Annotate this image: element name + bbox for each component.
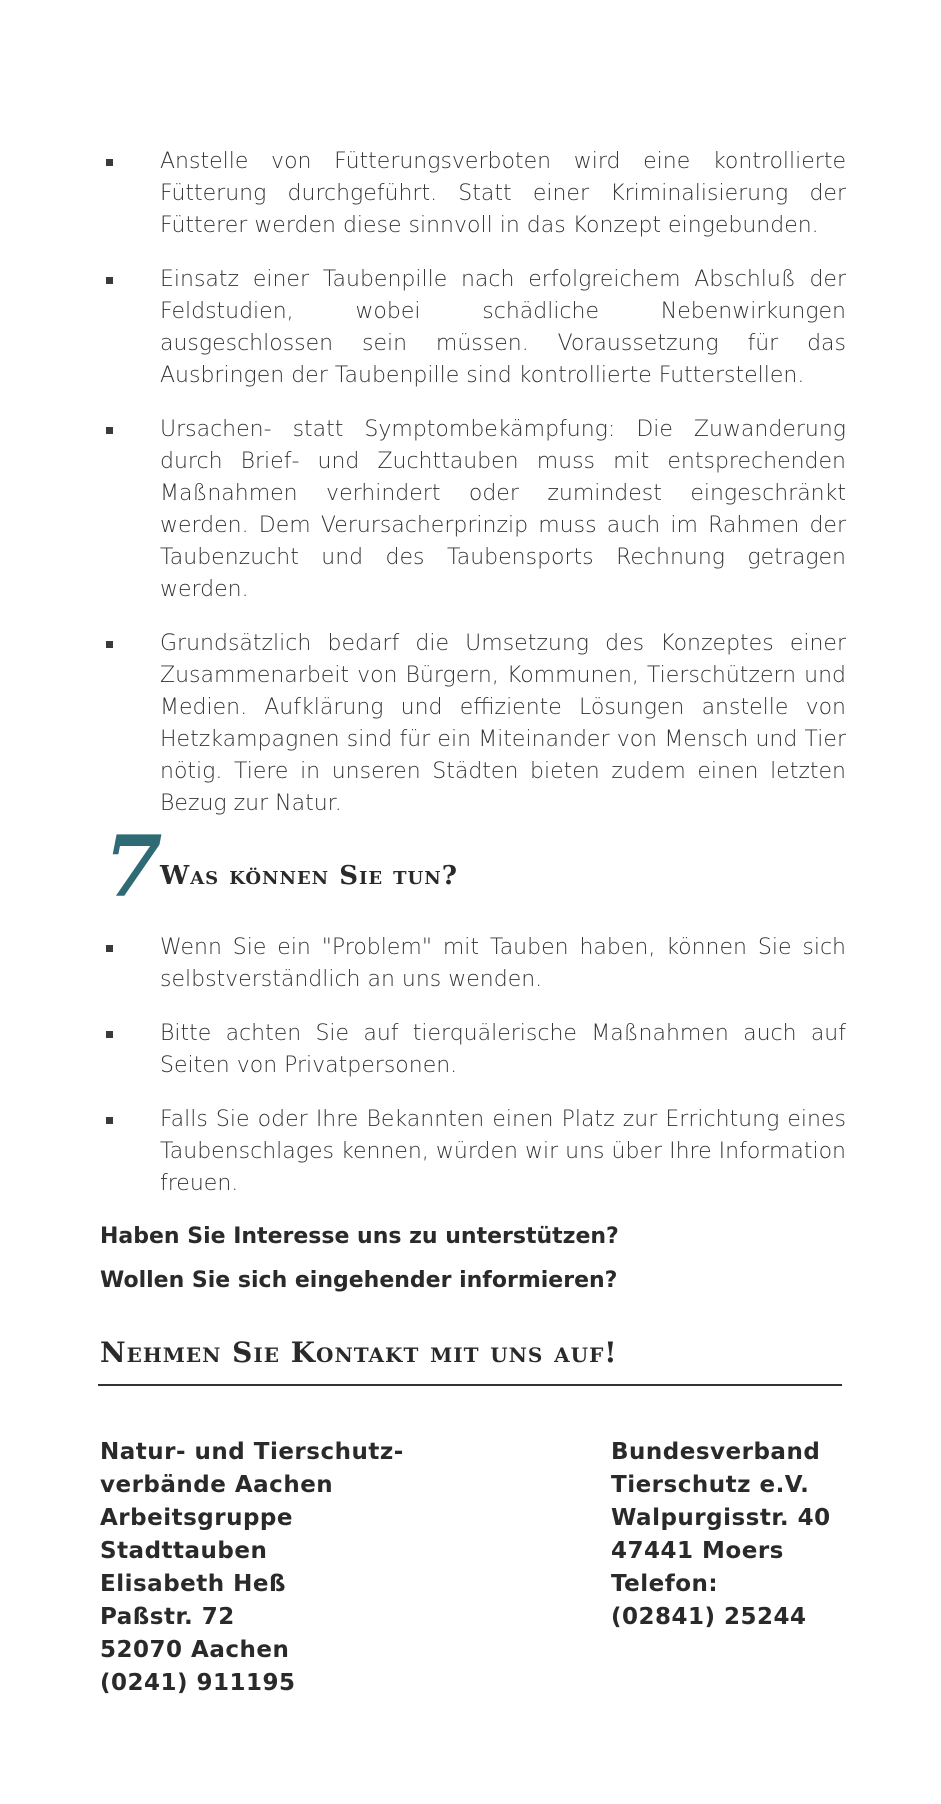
address-line: (0241) 911195	[100, 1670, 296, 1696]
list-item	[96, 932, 846, 996]
square-bullet-icon	[106, 159, 113, 166]
list-item-text: Wenn Sie ein "Problem" mit Tauben haben, können Sie sich selbstverständlich an uns wenden.	[160, 935, 846, 992]
square-bullet-icon	[106, 1031, 113, 1038]
list-item-text: Ursachen- statt Symptombekämpfung: Die Zuwanderung durch Brief- und Zuchttauben muss mit entsprechenden Maßnahmen verhindert oder zumindest eingeschränkt werden. Dem Verursacherprinzip muss auch im Rahmen der Taubenzucht und des Taubensports Rechnung getragen werden.	[160, 417, 846, 602]
address-line: Bundesverband	[611, 1439, 821, 1465]
contact-heading: Nehmen Sie Kontakt mit uns auf!	[100, 1336, 618, 1369]
bullet-list-measures	[96, 146, 846, 842]
section-number: 7	[104, 817, 163, 916]
address-line: Paßstr. 72	[100, 1604, 235, 1630]
square-bullet-icon	[106, 641, 113, 648]
address-line: Tierschutz e.V.	[611, 1472, 810, 1498]
square-bullet-icon	[106, 277, 113, 284]
square-bullet-icon	[106, 945, 113, 952]
list-item-text: Bitte achten Sie auf tierquälerische Maßnahmen auch auf Seiten von Privatpersonen.	[160, 1021, 846, 1078]
list-item	[96, 414, 846, 606]
list-item-text: Grundsätzlich bedarf die Umsetzung des Konzeptes einer Zusammenarbeit von Bürgern, Kommunen, Tierschützern und Medien. Aufklärung und effiziente Lösungen anstelle von Hetzkampagnen sind für ein Miteinander von Mensch und Tier nötig. Tiere in unseren Städten bieten zudem einen letzten Bezug zur Natur.	[160, 631, 846, 816]
address-line: Elisabeth Heß	[100, 1571, 287, 1597]
question-support: Haben Sie Interesse uns zu unterstützen?	[100, 1224, 619, 1249]
address-line: Walpurgisstr. 40	[611, 1505, 831, 1531]
address-line: Natur- und Tierschutz-	[100, 1439, 404, 1465]
list-item-text: Falls Sie oder Ihre Bekannten einen Platz zur Errichtung eines Taubenschlages kennen, würden wir uns über Ihre Information freuen.	[160, 1107, 846, 1196]
address-line: Telefon:	[611, 1571, 719, 1597]
list-item-text: Einsatz einer Taubenpille nach erfolgreichem Abschluß der Feldstudien, wobei schädliche Nebenwirkungen ausgeschlossen sein müssen. Voraussetzung für das Ausbringen der Taubenpille sind kontrollierte Futterstellen.	[160, 267, 846, 388]
question-inform: Wollen Sie sich eingehender informieren?	[100, 1268, 618, 1293]
list-item	[96, 1018, 846, 1082]
list-item-text: Anstelle von Fütterungsverboten wird eine kontrollierte Fütterung durchgeführt. Statt einer Kriminalisierung der Fütterer werden diese sinnvoll in das Konzept eingebunden.	[160, 149, 846, 238]
bullet-list-actions	[96, 932, 846, 1222]
address-line: 52070 Aachen	[100, 1637, 290, 1663]
list-item	[96, 1104, 846, 1200]
address-block-aachen	[100, 1436, 404, 1700]
divider	[98, 1384, 842, 1386]
address-line: (02841) 25244	[611, 1604, 807, 1630]
list-item	[96, 628, 846, 820]
address-block-bundesverband	[611, 1436, 831, 1634]
address-line: verbände Aachen	[100, 1472, 334, 1498]
section-title: Was können Sie tun?	[160, 861, 458, 891]
section-heading	[104, 817, 804, 916]
square-bullet-icon	[106, 1117, 113, 1124]
address-line: Stadttauben	[100, 1538, 268, 1564]
address-line: 47441 Moers	[611, 1538, 784, 1564]
square-bullet-icon	[106, 427, 113, 434]
list-item	[96, 146, 846, 242]
list-item	[96, 264, 846, 392]
address-line: Arbeitsgruppe	[100, 1505, 293, 1531]
